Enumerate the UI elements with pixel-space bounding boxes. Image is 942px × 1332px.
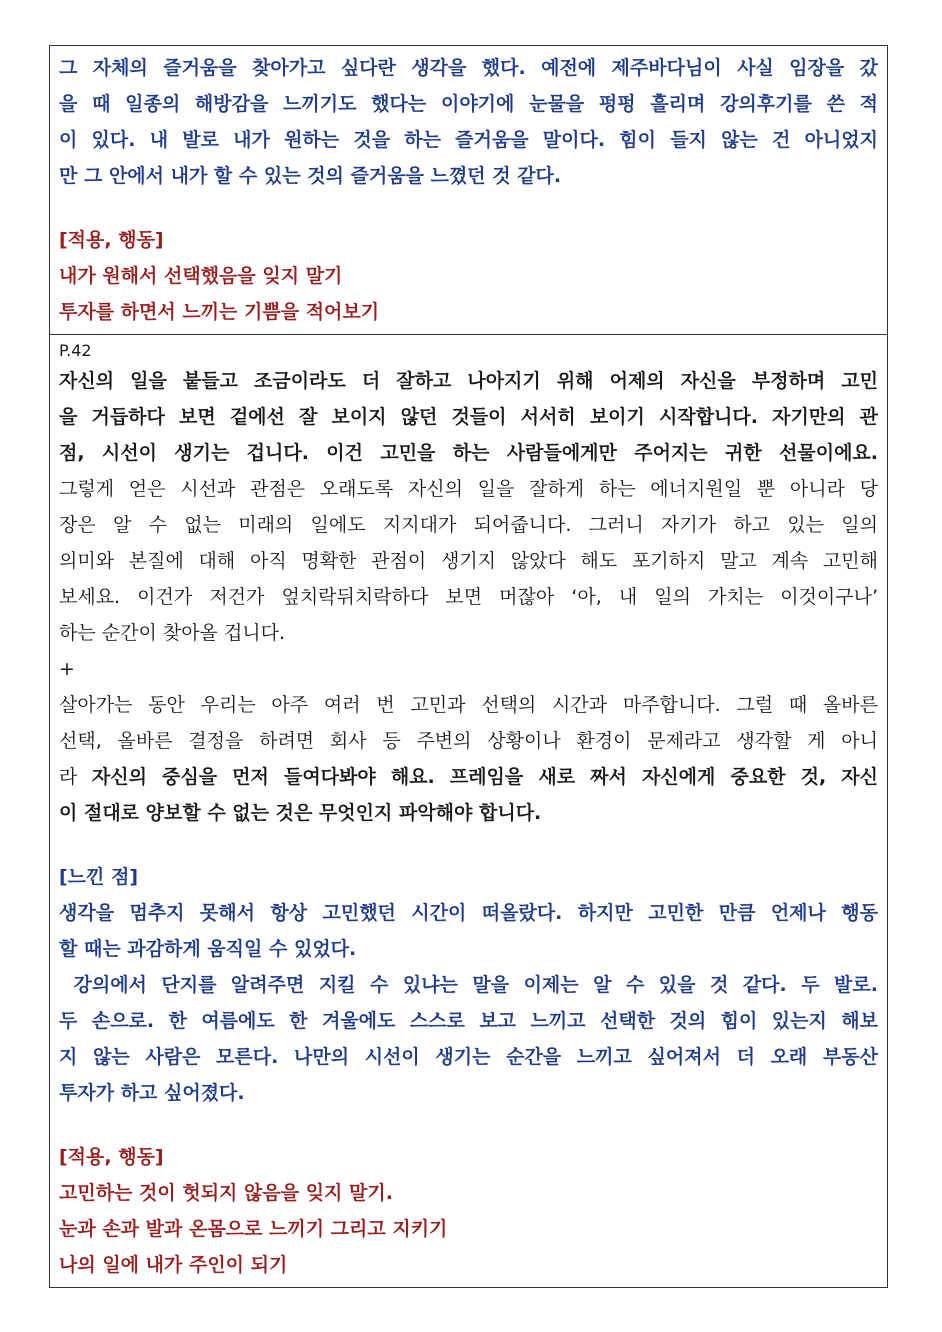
quote2-line	[59, 759, 878, 795]
feeling-heading: [느낀 점]	[59, 866, 139, 888]
feeling-line: 강의에서 단지를 알려주면 지킬 수 있냐는 말을 이제는 알 수 있을 것 같다. 두 발로.	[59, 974, 878, 996]
table-cell-p42	[50, 334, 887, 1287]
spacer	[59, 831, 878, 859]
plus-marker: +	[59, 658, 75, 680]
quote2-line: 선택, 올바른 결정을 하려면 회사 등 주변의 상황이나 환경이 문제라고 생각할 게 아니	[59, 730, 878, 752]
quote-bold-line: 자신의 일을 붙들고 조금이라도 더 잘하고 나아지기 위해 어제의 자신을 부정하며 고민	[59, 370, 878, 392]
quote-bold-line: 점, 시선이 생기는 겁니다. 이건 고민을 하는 사람들에게만 주어지는 귀한 선물이에요.	[59, 442, 878, 464]
quote2-line-bold: 자신의 중심을 먼저 들여다봐야 해요. 프레임을 새로 짜서 자신에게 중요한 것, 자신	[91, 766, 878, 788]
quote-line: 의미와 본질에 대해 아직 명확한 관점이 생기지 않았다 해도 포기하지 말고 계속 고민해	[59, 550, 878, 572]
feeling-line: 지 않는 사람은 모른다. 나만의 시선이 생기는 순간을 느끼고 싶어져서 더 오래 부동산	[59, 1046, 878, 1068]
reflection-line: 만 그 안에서 내가 할 수 있는 것의 즐거움을 느꼈던 것 같다.	[59, 165, 562, 187]
quote-line: 그렇게 얻은 시선과 관점은 오래도록 자신의 일을 잘하게 하는 에너지원일 뿐 아니라 당	[59, 478, 878, 500]
reflection-line: 을 때 일종의 해방감을 느끼기도 했다는 이야기에 눈물을 펑펑 흘리며 강의후기를 쓴 적	[59, 93, 878, 115]
feeling-line: 할 때는 과감하게 움직일 수 있었다.	[59, 938, 357, 960]
spacer	[59, 1111, 878, 1139]
quote2-line: 살아가는 동안 우리는 아주 여러 번 고민과 선택의 시간과 마주합니다. 그럴 때 올바른	[59, 694, 878, 716]
quote-line: 장은 알 수 없는 미래의 일에도 지지대가 되어줍니다. 그러니 자기가 하고 있는 일의	[59, 514, 878, 536]
action-item: 내가 원해서 선택했음을 잊지 말기	[59, 265, 343, 287]
action-heading: [적용, 행동]	[59, 229, 164, 251]
action-item: 나의 일에 내가 주인이 되기	[59, 1254, 288, 1276]
action-heading: [적용, 행동]	[59, 1146, 164, 1168]
spacer	[59, 194, 878, 222]
document-table	[49, 45, 888, 1288]
feeling-line: 투자가 하고 싶어졌다.	[59, 1082, 245, 1104]
feeling-line: 두 손으로. 한 여름에도 한 겨울에도 스스로 보고 느끼고 선택한 것의 힘이 있는지 해보	[59, 1010, 878, 1032]
table-cell-reflection-1	[50, 46, 887, 334]
reflection-line: 그 자체의 즐거움을 찾아가고 싶다란 생각을 했다. 예전에 제주바다님이 사실 임장을 갔	[59, 57, 878, 79]
feeling-line: 생각을 멈추지 못해서 항상 고민했던 시간이 떠올랐다. 하지만 고민한 만큼 언제나 행동	[59, 902, 878, 924]
action-item: 투자를 하면서 느끼는 기쁨을 적어보기	[59, 301, 380, 323]
quote-line: 보세요. 이건가 저건가 엎치락뒤치락하다 보면 머잖아 ‘아, 내 일의 가치는 이것이구나’	[59, 586, 878, 608]
quote2-line: 이 절대로 양보할 수 없는 것은 무엇인지 파악해야 합니다.	[59, 802, 542, 824]
quote-line: 하는 순간이 찾아올 겁니다.	[59, 622, 286, 644]
page-label: P.42	[59, 341, 92, 360]
quote-bold-line: 을 거듭하다 보면 겉에선 잘 보이지 않던 것들이 서서히 보이기 시작합니다. 자기만의 관	[59, 406, 878, 428]
action-item: 고민하는 것이 헛되지 않음을 잊지 말기.	[59, 1182, 393, 1204]
action-item: 눈과 손과 발과 온몸으로 느끼기 그리고 지키기	[59, 1218, 448, 1240]
quote2-line-prefix: 라	[59, 766, 92, 788]
reflection-line: 이 있다. 내 발로 내가 원하는 것을 하는 즐거움을 말이다. 힘이 들지 않는 건 아니었지	[59, 129, 878, 151]
